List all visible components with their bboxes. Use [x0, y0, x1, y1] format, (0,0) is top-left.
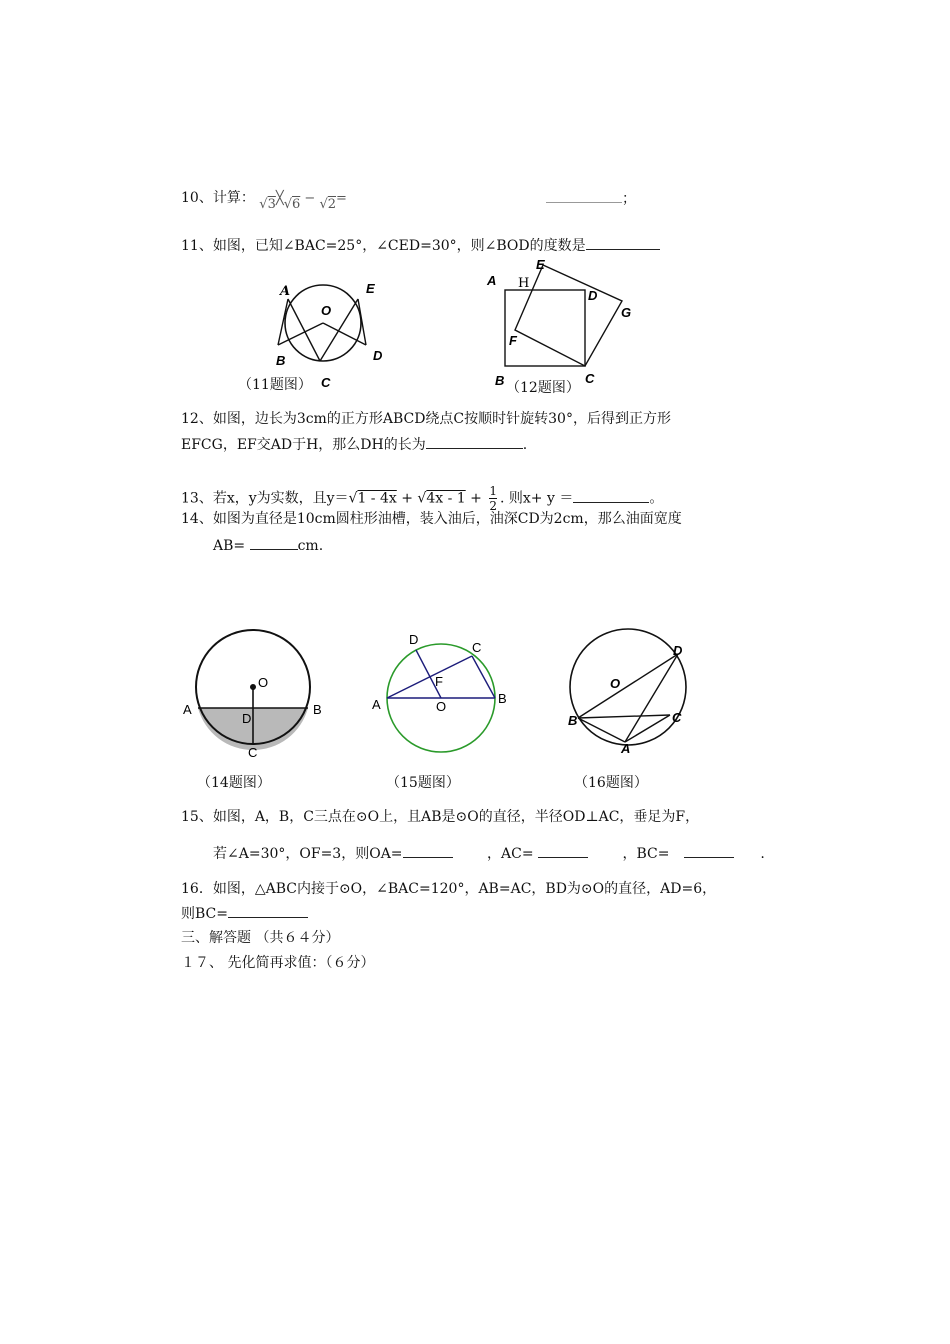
- fig11-caption: （11题图）: [238, 377, 312, 393]
- fig11-label-A: A: [280, 284, 291, 299]
- q10-blank[interactable]: [546, 188, 622, 203]
- fig12-label-B: B: [495, 373, 505, 388]
- fig15-label-O: O: [436, 699, 447, 714]
- fig12-label-H: H: [518, 276, 530, 291]
- question-15-line1: 15、如图，A，B，C三点在⊙O上，且AB是⊙O的直径，半径OD⊥AC，垂足为F，: [181, 809, 700, 825]
- fig15-label-A: A: [372, 697, 381, 712]
- q10-expression: √3╳√6 − √2=: [259, 191, 347, 212]
- fig14-label-A: A: [183, 702, 192, 717]
- fig14-label-D: D: [242, 711, 252, 726]
- fig12-label-E: E: [536, 257, 545, 272]
- q12-blank[interactable]: [426, 434, 523, 449]
- question-14-line2: AB= cm.: [213, 535, 323, 556]
- fig12-label-D: D: [588, 288, 598, 303]
- question-16-line1: 16．如图，△ABC内接于⊙O，∠BAC=120°，AB=AC，BD为⊙O的直径，AD=6，: [181, 881, 717, 897]
- figure-14: [178, 625, 338, 765]
- q13-blank[interactable]: [573, 488, 649, 503]
- fig14-caption: （14题图）: [197, 775, 271, 791]
- q10-prefix: 10、计算：: [181, 190, 255, 206]
- figure-16: [560, 625, 700, 755]
- question-10: [181, 188, 347, 212]
- fig15-label-B: B: [498, 691, 507, 706]
- fig14-label-B: B: [313, 702, 322, 717]
- fig14-label-C: C: [248, 745, 258, 760]
- question-16-line2: 则BC=: [181, 903, 308, 924]
- fig11-label-O: O: [321, 303, 332, 318]
- fig11-label-B: B: [276, 353, 286, 368]
- fig15-label-C: C: [472, 640, 482, 655]
- q15-blank-ac[interactable]: [538, 843, 588, 858]
- fig16-label-C: C: [672, 710, 682, 725]
- q15-blank-oa[interactable]: [403, 843, 453, 858]
- fig11-label-D: D: [373, 348, 383, 363]
- figure-15: [368, 628, 518, 753]
- fig12-label-G: G: [621, 305, 632, 320]
- fig14-label-O: O: [258, 675, 269, 690]
- q10-answer: ；: [546, 188, 636, 209]
- q14-blank[interactable]: [250, 535, 298, 550]
- fig16-label-A: A: [621, 741, 631, 755]
- fig15-label-D: D: [409, 632, 419, 647]
- q11-blank[interactable]: [586, 235, 660, 250]
- fig12-label-C: C: [585, 371, 595, 386]
- fig16-label-D: D: [673, 643, 683, 658]
- fig15-caption: （15题图）: [386, 775, 460, 791]
- question-15-line2: 若∠A=30°，OF=3，则OA= ，AC= ，BC= .: [213, 843, 765, 864]
- figure-12: [480, 255, 640, 395]
- fig12-label-A: A: [487, 273, 497, 288]
- fig11-label-C: C: [321, 375, 331, 390]
- question-12-line2: EFCG，EF交AD于H，那么DH的长为 .: [181, 434, 527, 455]
- question-12-line1: 12、如图，边长为3cm的正方形ABCD绕点C按顺时针旋转30°，后得到正方形: [181, 411, 671, 427]
- q16-blank[interactable]: [228, 903, 308, 918]
- fig16-caption: （16题图）: [574, 775, 648, 791]
- fig15-label-F: F: [435, 674, 443, 689]
- fig12-label-F: F: [509, 333, 517, 348]
- fig16-label-O: O: [610, 676, 621, 691]
- section-3-heading: 三、解答题 （共６４分）: [181, 930, 340, 946]
- question-17: １７、 先化简再求值：（６分）: [181, 955, 375, 971]
- q15-blank-bc[interactable]: [684, 843, 734, 858]
- fig12-caption: （12题图）: [506, 380, 580, 396]
- question-14-line1: 14、如图为直径是10cm圆柱形油槽，装入油后，油深CD为2cm，那么油面宽度: [181, 511, 682, 527]
- fig16-label-B: B: [568, 713, 578, 728]
- question-11: 11、如图，已知∠BAC=25°，∠CED=30°，则∠BOD的度数是: [181, 235, 660, 256]
- fig11-label-E: E: [366, 281, 375, 296]
- question-13: 13、若x，y为实数，且y＝√1 - 4x + √4x - 1 + $\frac{1}{2}$ . 则x+ y ＝ 。: [181, 484, 664, 513]
